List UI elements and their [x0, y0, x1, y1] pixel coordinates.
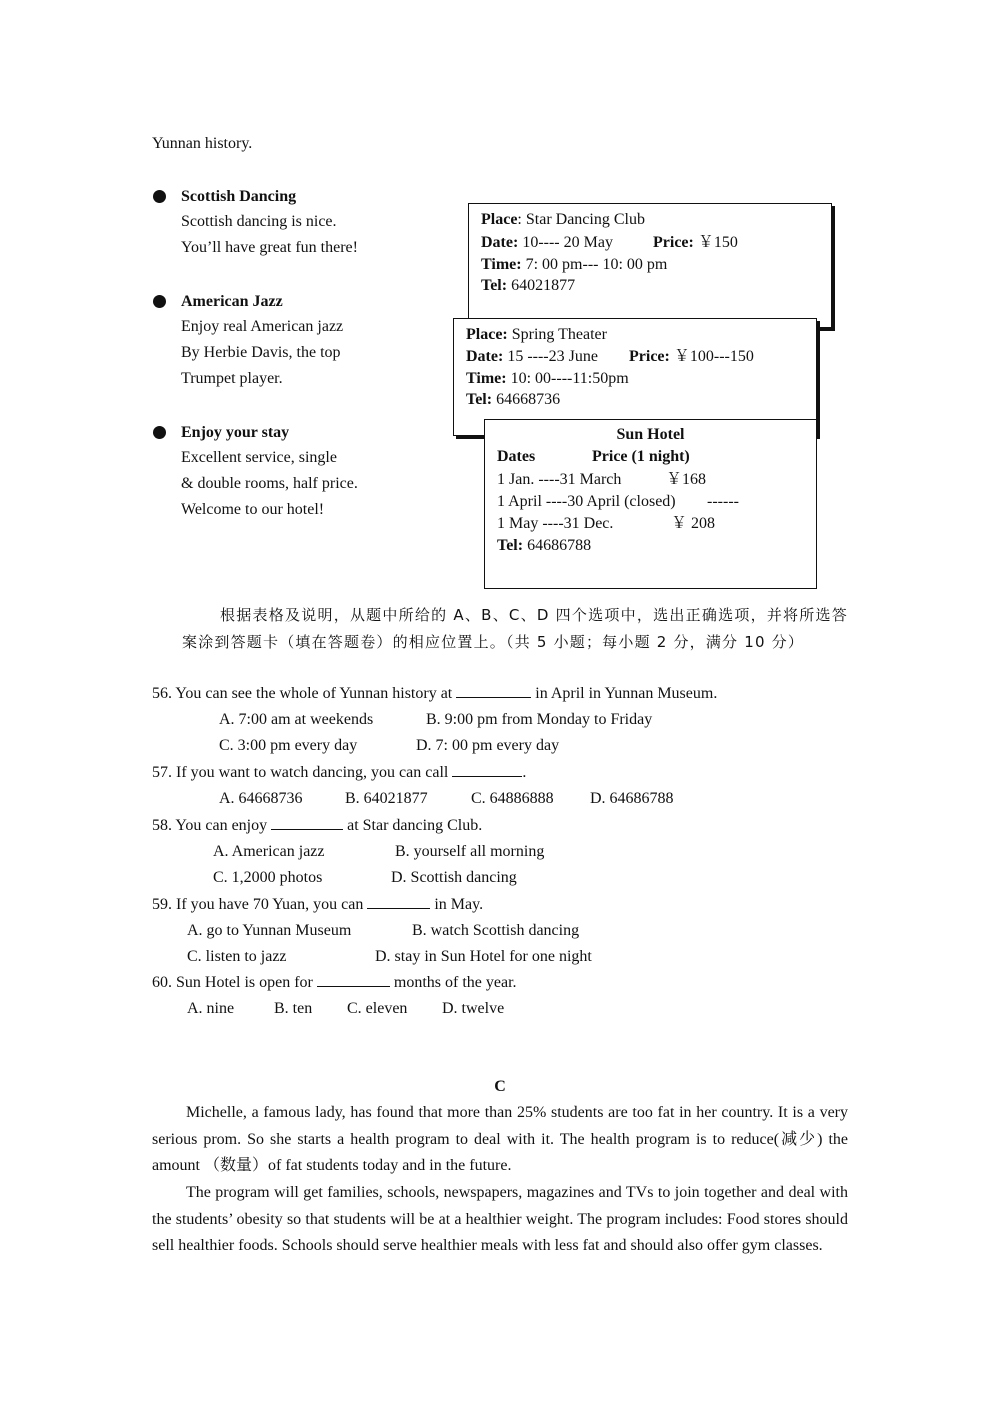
ad-line: & double rooms, half price. [181, 475, 358, 492]
time-line [481, 254, 667, 276]
intro-tail: Yunnan history. [152, 135, 253, 152]
option-c[interactable]: C. 1,2000 photos [213, 869, 323, 886]
sun-hotel-box [484, 419, 817, 589]
date-label: Date: [481, 234, 519, 251]
tel-line [466, 389, 560, 411]
ad-line: Welcome to our hotel! [181, 501, 325, 518]
option-a[interactable]: A. go to Yunnan Museum [187, 922, 352, 939]
price-value: ￥100---150 [669, 348, 754, 365]
option-d[interactable]: D. Scottish dancing [391, 869, 517, 886]
ad-line: Excellent service, single [181, 449, 337, 466]
option-b[interactable]: B. watch Scottish dancing [412, 922, 580, 939]
section-paragraph: Michelle, a famous lady, has found that more than 25% students are too fat in her country. It is a very serious prom. So she starts a health program to deal with it. The health program is to reduce(减少) the amount （数量）of fat students today and in the future. [152, 1104, 848, 1174]
place-label: Place: [466, 326, 508, 343]
option-b[interactable]: B. 9:00 pm from Monday to Friday [426, 711, 653, 728]
option-b[interactable]: B. 64021877 [345, 790, 428, 807]
option-b[interactable]: B. yourself all morning [395, 843, 545, 860]
option-a[interactable]: A. nine [187, 1000, 235, 1017]
place-value: : Star Dancing Club [517, 211, 645, 228]
time-label: Time: [466, 370, 507, 387]
star-dancing-club-box [468, 203, 832, 328]
price-label: Price: [629, 348, 670, 365]
option-a[interactable]: A. American jazz [213, 843, 325, 860]
section-paragraph: The program will get families, schools, newspapers, magazines and TVs to join together and deal with the students’ obesity so that students will be at a healthier weight. The program includes: Food stores should sell healthier foods. Schools should serve healthier meals with less fat and should also offer gym classes. [152, 1184, 848, 1254]
bullet-icon [153, 295, 166, 308]
option-c[interactable]: C. eleven [347, 1000, 408, 1017]
question-stem: 59. If you have 70 Yuan, you can in May. [152, 896, 484, 913]
time-line [466, 368, 629, 390]
answer-blank [456, 683, 531, 698]
price-header: Price (1 night) [592, 448, 690, 465]
instructions: 根据表格及说明，从题中所给的 A、B、C、D 四个选项中，选出正确选项，并将所选答案涂到答题卡（填在答题卷）的相应位置上。（共 5 小题；每小题 2 分，满分 10 分） [182, 606, 848, 651]
ad-title: American Jazz [181, 293, 283, 310]
option-a[interactable]: A. 7:00 am at weekends [219, 711, 374, 728]
price-line [653, 232, 738, 254]
option-d[interactable]: D. 64686788 [590, 790, 674, 807]
tel-line [481, 275, 575, 297]
row-price: ￥ 208 [671, 515, 716, 532]
bullet-icon [153, 426, 166, 439]
ad-line: You’ll have great fun there! [181, 239, 358, 256]
ad-line: Enjoy real American jazz [181, 318, 344, 335]
time-value: 10: 00----11:50pm [506, 370, 629, 387]
place-value: Spring Theater [507, 326, 607, 343]
date-value: 15 ----23 June [503, 348, 598, 365]
option-a[interactable]: A. 64668736 [219, 790, 303, 807]
date-line [466, 346, 598, 368]
question-stem: 56. You can see the whole of Yunnan history at in April in Yunnan Museum. [152, 685, 718, 702]
ad-line: By Herbie Davis, the top [181, 344, 341, 361]
option-c[interactable]: C. 64886888 [471, 790, 554, 807]
tel-value: 64021877 [507, 277, 576, 294]
bullet-icon [153, 190, 166, 203]
time-label: Time: [481, 256, 522, 273]
ad-line: Scottish dancing is nice. [181, 213, 337, 230]
ad-title: Enjoy your stay [181, 424, 290, 441]
tel-value: 64686788 [523, 537, 592, 554]
option-c[interactable]: C. 3:00 pm every day [219, 737, 358, 754]
row-price: ------ [707, 493, 739, 510]
question-stem: 57. If you want to watch dancing, you can call . [152, 764, 527, 781]
option-d[interactable]: D. twelve [442, 1000, 505, 1017]
tel-label: Tel: [466, 391, 493, 408]
tel-label: Tel: [497, 537, 524, 554]
answer-blank [271, 815, 343, 830]
row-price: ￥168 [666, 471, 707, 488]
date-label: Date: [466, 348, 504, 365]
section-heading: C [494, 1078, 506, 1095]
ad-title: Scottish Dancing [181, 188, 297, 205]
price-label: Price: [653, 234, 694, 251]
option-d[interactable]: D. stay in Sun Hotel for one night [375, 948, 592, 965]
time-value: 7: 00 pm--- 10: 00 pm [521, 256, 668, 273]
row-dates: 1 May ----31 Dec. [497, 515, 614, 532]
tel-label: Tel: [481, 277, 508, 294]
place-label: Place [481, 211, 518, 228]
date-line [481, 232, 613, 254]
place-line [466, 324, 607, 346]
ad-line: Trumpet player. [181, 370, 283, 387]
option-b[interactable]: B. ten [274, 1000, 313, 1017]
dates-header: Dates [497, 448, 536, 465]
row-dates: 1 April ----30 April (closed) [497, 493, 676, 510]
answer-blank [367, 894, 430, 909]
tel-line [497, 535, 591, 557]
place-line [481, 209, 645, 231]
tel-value: 64668736 [492, 391, 561, 408]
price-line [629, 346, 754, 368]
question-stem: 60. Sun Hotel is open for months of the year. [152, 974, 517, 991]
option-c[interactable]: C. listen to jazz [187, 948, 287, 965]
hotel-title: Sun Hotel [616, 426, 685, 443]
date-value: 10---- 20 May [518, 234, 613, 251]
option-d[interactable]: D. 7: 00 pm every day [416, 737, 560, 754]
price-value: ￥150 [693, 234, 738, 251]
question-stem: 58. You can enjoy at Star dancing Club. [152, 817, 483, 834]
answer-blank [317, 972, 390, 987]
row-dates: 1 Jan. ----31 March [497, 471, 622, 488]
answer-blank [452, 762, 522, 777]
